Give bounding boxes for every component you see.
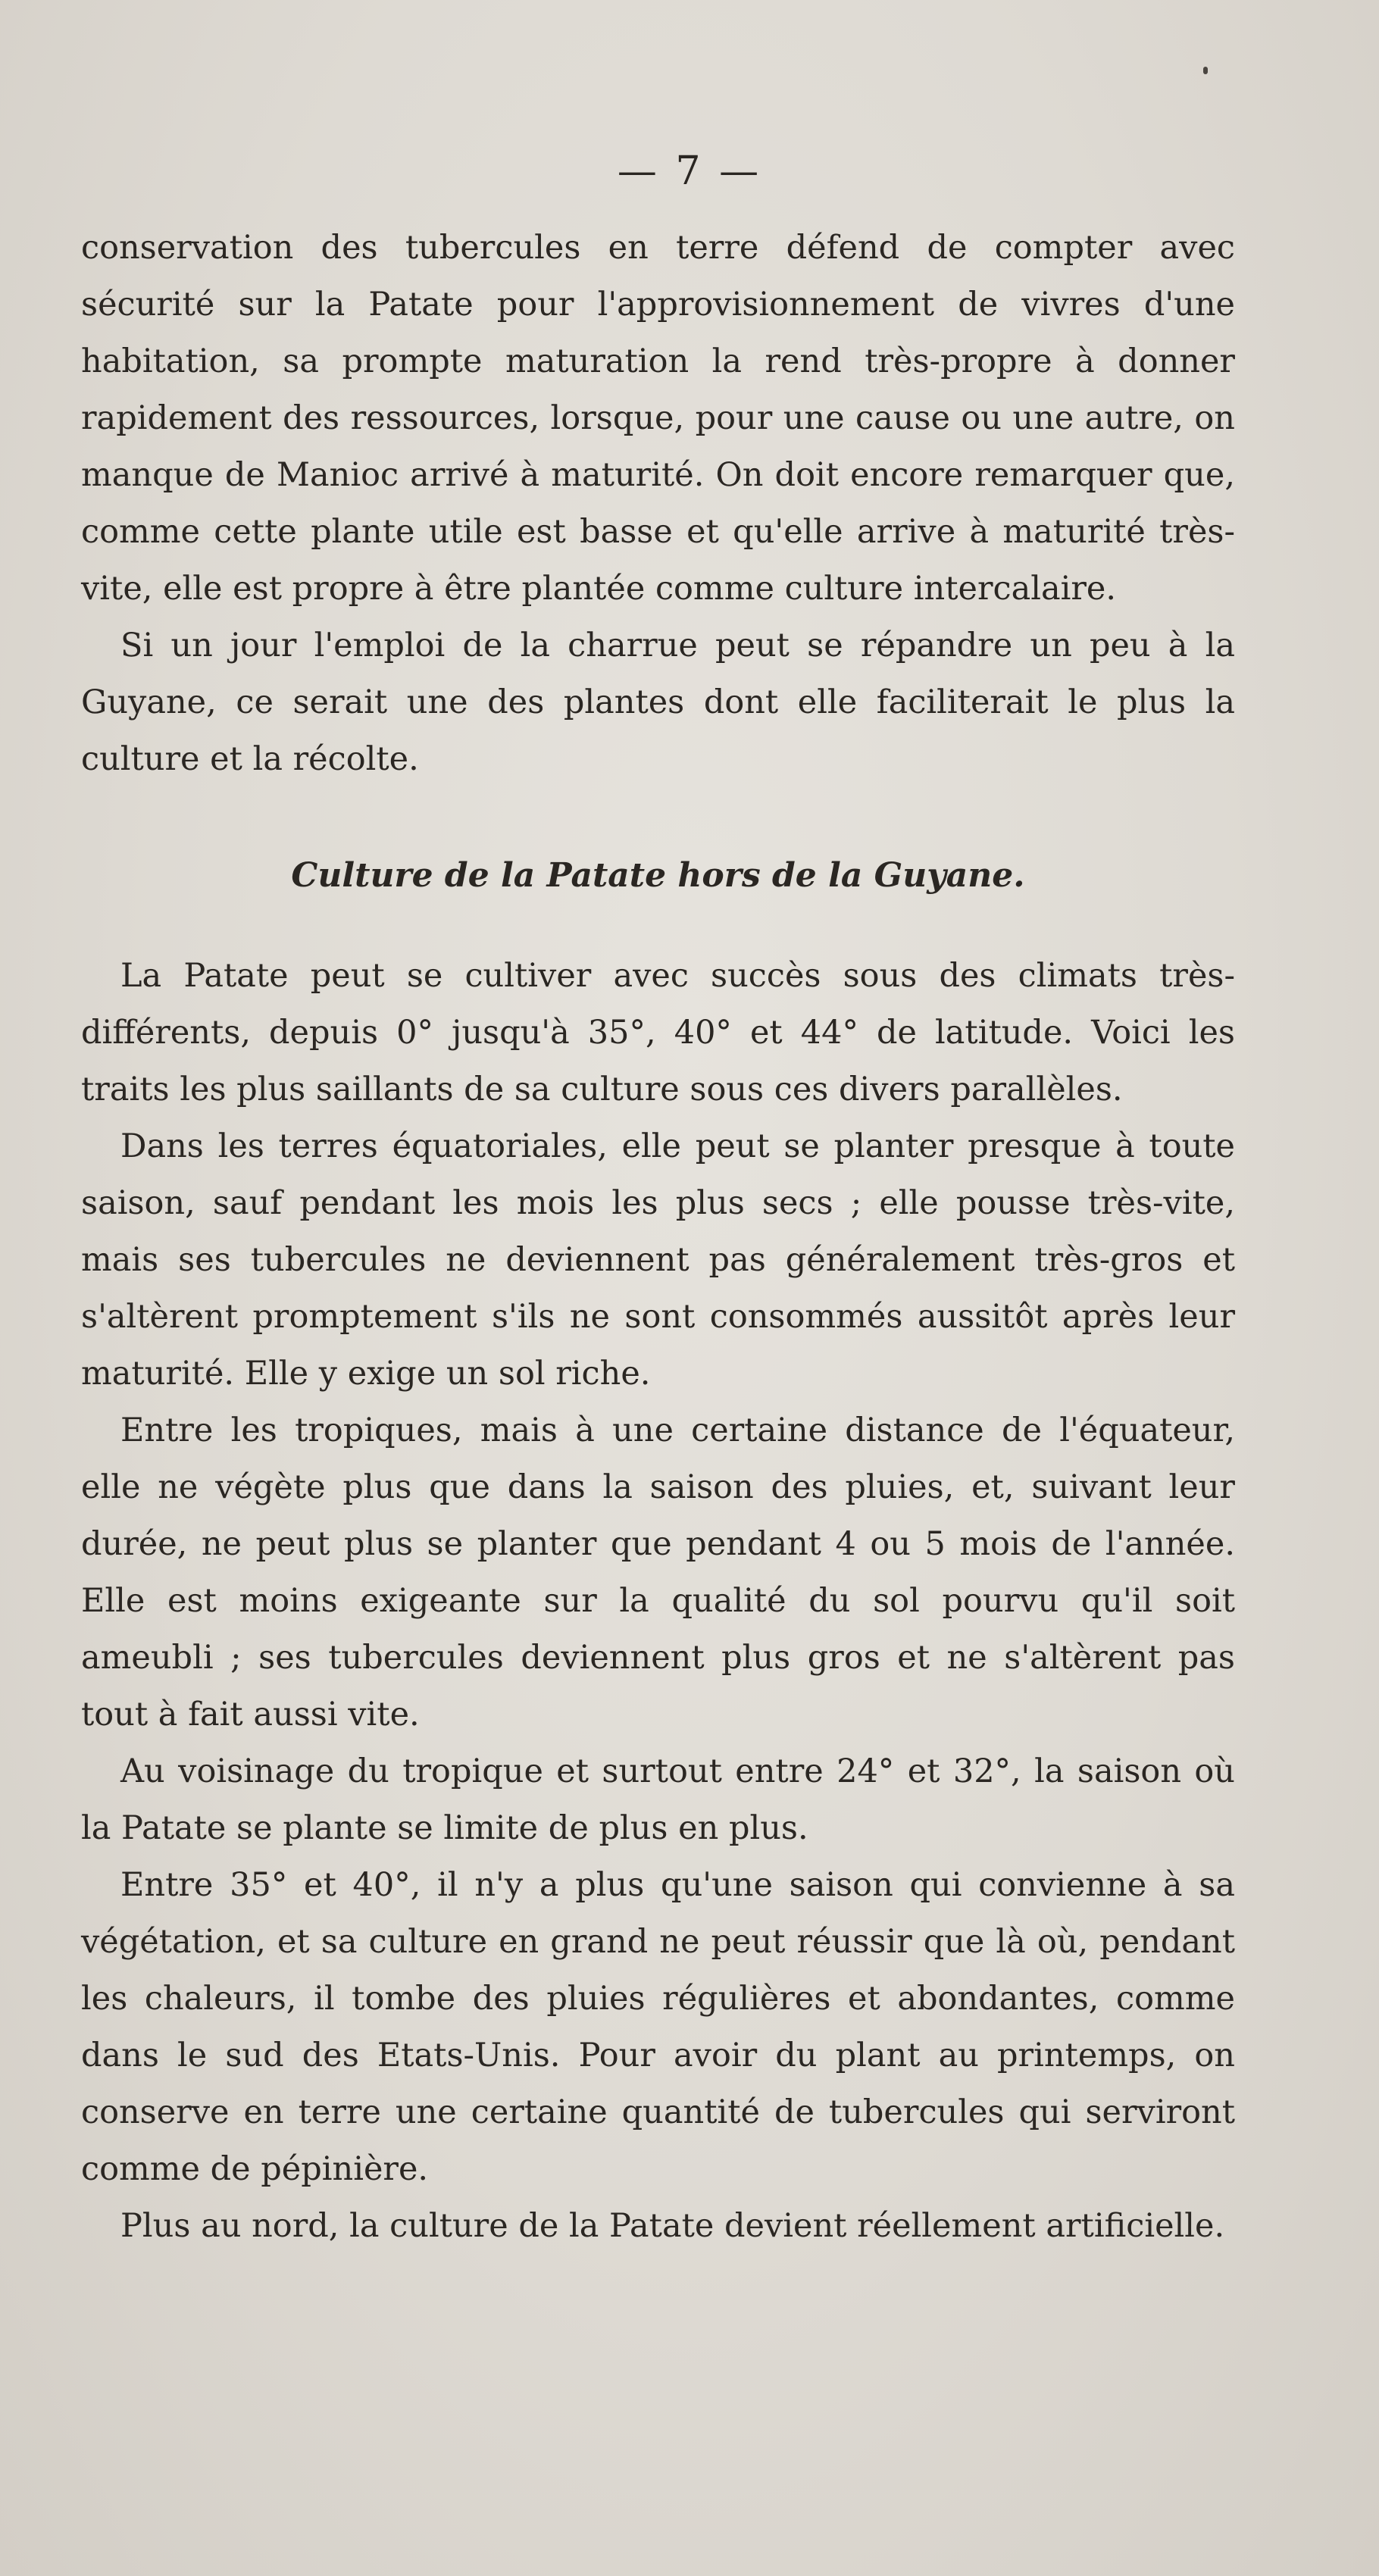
paragraph: Entre 35° et 40°, il n'y a plus qu'une saison qui convienne à sa végétation, et sa culture en grand ne peut réussir que là où, pendant les chaleurs, il tombe des pluies régulières et abondantes, comme dans le sud des Etats-Unis. Pour avoir du plant au printemps, on conserve en terre une certaine quantité de tubercules qui serviront comme de pépinière. [81,1866,1235,2188]
paragraph-continued: conservation des tubercules en terre défend de compter avec sécurité sur la Patate pour l'approvisionnement de vivres d'une habitation, sa prompte maturation la rend très-propre à donner rapidement des ressources, lorsque, pour une cause ou une autre, on manque de Manioc arrivé à maturité. On doit encore remarquer que, comme cette plante utile est basse et qu'elle arrive à maturité très-vite, elle est propre à être plantée comme culture intercalaire. [81,229,1235,608]
paragraph: Plus au nord, la culture de la Patate devient réellement artificielle. [120,2207,1225,2245]
paragraph: Si un jour l'emploi de la charrue peut se répandre un peu à la Guyane, ce serait une des plantes dont elle faciliterait le plus la culture et la récolte. [81,627,1235,778]
page-number: — 7 — [617,148,762,194]
section-heading: Culture de la Patate hors de la Guyane. [291,856,1025,895]
paragraph: La Patate peut se cultiver avec succès sous des climats très-différents, depuis 0° jusqu'à 35°, 40° et 44° de latitude. Voici les traits les plus saillants de sa culture sous ces divers parallèles. [81,957,1235,1108]
ink-spot [1203,67,1208,74]
page-body [81,220,1235,2255]
paragraph: Dans les terres équatoriales, elle peut se planter presque à toute saison, sauf pendant les mois les plus secs ; elle pousse très-vite, mais ses tubercules ne deviennent pas généralement très-gros et s'altèrent promptement s'ils ne sont consommés aussitôt après leur maturité. Elle y exige un sol riche. [81,1127,1235,1393]
paragraph: Au voisinage du tropique et surtout entre 24° et 32°, la saison où la Patate se plante se limite de plus en plus. [81,1752,1235,1847]
paragraph: Entre les tropiques, mais à une certaine distance de l'équateur, elle ne végète plus que dans la saison des pluies, et, suivant leur durée, ne peut plus se planter que pendant 4 ou 5 mois de l'année. Elle est moins exigeante sur la qualité du sol pourvu qu'il soit ameubli ; ses tubercules deviennent plus gros et ne s'altèrent pas tout à fait aussi vite. [81,1411,1235,1733]
